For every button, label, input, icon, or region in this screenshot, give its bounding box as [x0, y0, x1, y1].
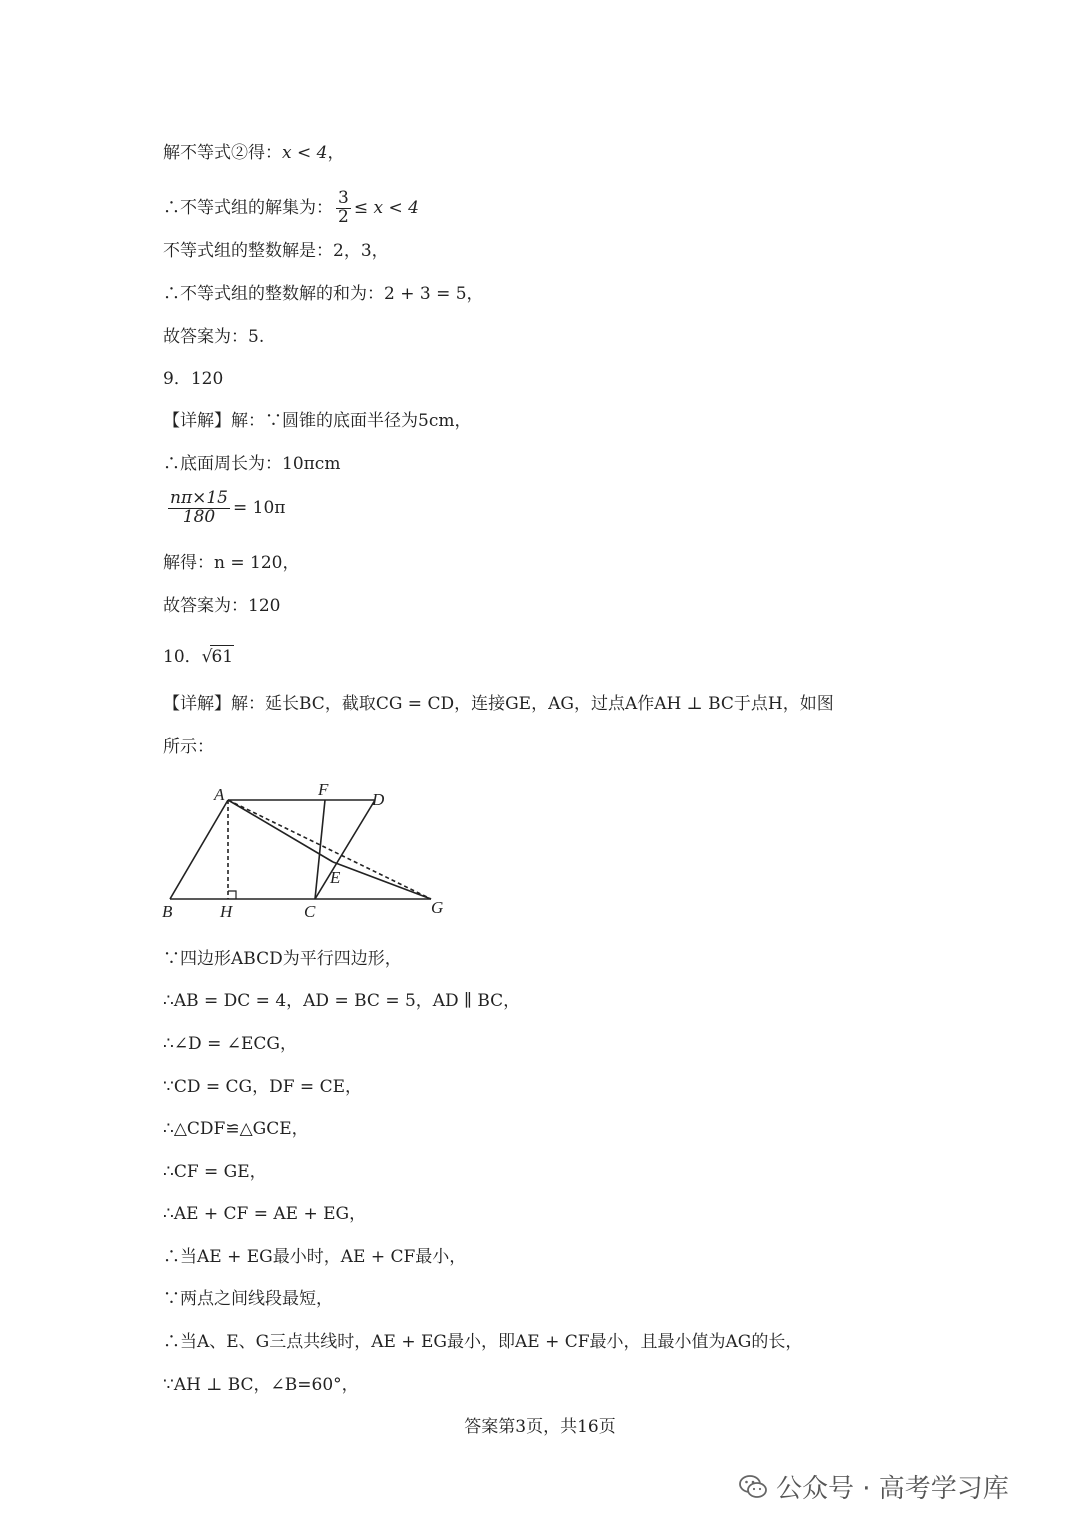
sqrt-radicand: 61 — [211, 647, 234, 667]
line-text: 9．120 — [163, 369, 224, 389]
line-text: ∴CF = GE， — [163, 1162, 267, 1182]
fraction-numerator: 3 — [338, 188, 349, 208]
line-text: 所示： — [163, 737, 214, 757]
label-A: A — [214, 785, 225, 804]
label-H: H — [220, 902, 233, 921]
line-text: 【详解】解：延长BC，截取CG = CD，连接GE，AG，过点A作AH ⊥ BC于点H，如图 — [163, 694, 834, 714]
line-text: ∴△CDF≌△GCE， — [163, 1119, 309, 1139]
parallelogram-figure — [158, 778, 458, 923]
line-text: 故答案为：5. — [163, 327, 265, 347]
line-text: ∴底面周长为：10πcm — [163, 454, 341, 474]
line-text: 解得：n = 120， — [163, 553, 300, 573]
text-line-22 — [163, 1246, 466, 1268]
watermark — [738, 1468, 1009, 1505]
text-line-9 — [165, 490, 285, 527]
text-line-16 — [163, 990, 520, 1012]
text-line-13 — [163, 693, 834, 715]
question-9-answer — [163, 368, 223, 390]
label-E: E — [330, 868, 341, 887]
text-line-19 — [163, 1118, 309, 1140]
line-text: ∴不等式组的整数解的和为：2 + 3 = 5， — [163, 284, 484, 304]
watermark-text: 公众号 · 高考学习库 — [776, 1474, 1009, 1504]
line-text: ∵AH ⊥ BC，∠B=60°， — [163, 1375, 359, 1395]
text-line-23 — [163, 1288, 333, 1310]
text-line-17 — [163, 1033, 297, 1055]
text-line-14 — [163, 736, 214, 758]
math-expression: ≤ x < 4 — [353, 197, 419, 218]
text-line-25 — [163, 1374, 359, 1396]
sqrt-sign: √ — [201, 647, 213, 667]
segment-EG — [333, 862, 431, 899]
right-angle-mark — [228, 891, 236, 899]
line-text: ∵CD = CG，DF = CE， — [163, 1077, 362, 1097]
line-text: 故答案为：120 — [163, 596, 281, 616]
line-text: ∴当A、E、G三点共线时，AE + EG最小，即AE + CF最小，且最小值为AG的长， — [163, 1332, 803, 1352]
math-expression: x < 4 — [282, 143, 328, 163]
text-line-5 — [163, 326, 264, 348]
segment-AE — [228, 800, 333, 862]
fraction-numerator: nπ×15 — [170, 488, 228, 508]
label-D: D — [372, 790, 385, 809]
line-text: ∵两点之间线段最短， — [163, 1289, 333, 1309]
fraction — [336, 190, 351, 227]
text-line-1 — [163, 142, 344, 164]
text-line-18 — [163, 1076, 362, 1098]
label-G: G — [431, 898, 444, 917]
label-B: B — [162, 902, 173, 921]
page-footer: 答案第3页，共16页 — [464, 1417, 616, 1437]
line-text: 解不等式②得： — [163, 143, 282, 163]
line-text: 不等式组的整数解是：2，3， — [163, 241, 389, 261]
line-text: ∴不等式组的解集为： — [163, 197, 333, 218]
fraction-denominator: 2 — [338, 206, 349, 227]
text-line-4 — [163, 283, 484, 305]
line-text: ， — [327, 143, 345, 163]
wechat-icon — [738, 1474, 768, 1500]
text-line-21 — [163, 1203, 366, 1225]
label-C: C — [304, 902, 316, 921]
line-text: ∴AE + CF = AE + EG， — [163, 1204, 367, 1224]
line-text: ∴∠D = ∠ECG， — [163, 1034, 297, 1054]
text-line-2 — [163, 190, 419, 227]
question-10-answer — [163, 645, 234, 668]
text-line-24 — [163, 1331, 802, 1353]
text-line-3 — [163, 240, 389, 262]
math-expression: = 10π — [233, 497, 286, 518]
text-line-20 — [163, 1161, 267, 1183]
line-text: ∵四边形ABCD为平行四边形， — [163, 949, 402, 969]
fraction — [168, 490, 230, 527]
line-text: ∴AB = DC = 4，AD = BC = 5，AD ∥ BC， — [163, 991, 521, 1011]
text-line-15 — [163, 948, 402, 970]
text-line-7 — [163, 410, 471, 432]
text-line-11 — [163, 595, 280, 617]
text-line-8 — [163, 453, 340, 475]
line-text: ∴当AE + EG最小时，AE + CF最小， — [163, 1247, 467, 1267]
segment-AB — [170, 800, 228, 899]
fraction-denominator: 180 — [182, 506, 216, 527]
line-text: 【详解】解：∵圆锥的底面半径为5cm， — [163, 411, 472, 431]
line-text: 10． — [163, 647, 202, 667]
text-line-10 — [163, 552, 299, 574]
label-F: F — [318, 780, 329, 799]
